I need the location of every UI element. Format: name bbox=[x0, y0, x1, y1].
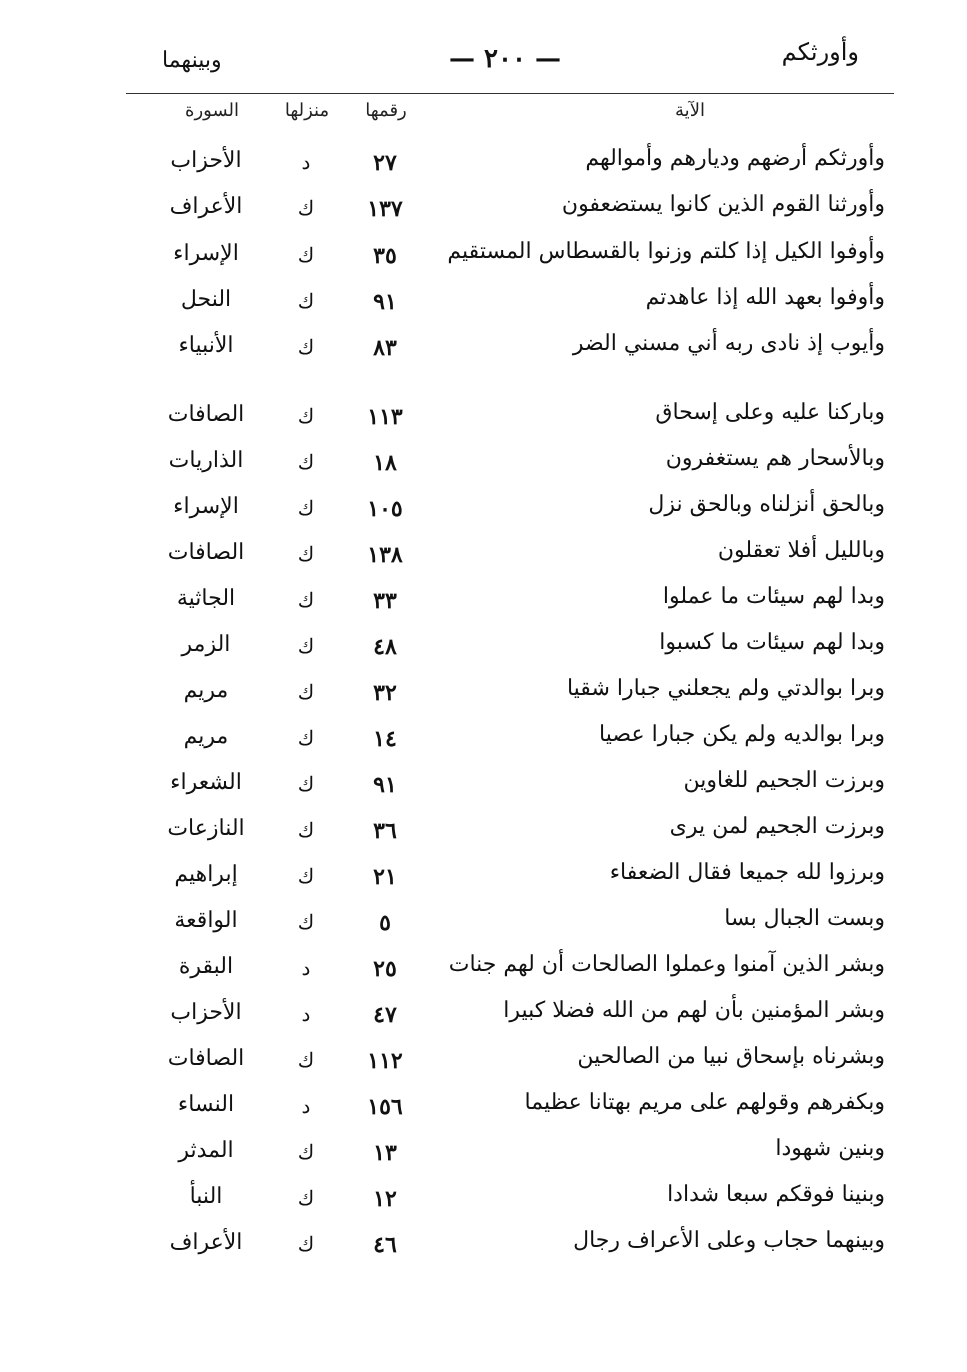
surah-name: الإسراء bbox=[173, 241, 239, 266]
surah-name: الصافات bbox=[167, 1046, 245, 1071]
verse-number: ٣٢ bbox=[373, 680, 397, 706]
verse-number: ١٣ bbox=[373, 1140, 397, 1166]
table-row bbox=[0, 1136, 967, 1180]
revelation-place: د bbox=[301, 1094, 311, 1118]
verse-number: ٤٧ bbox=[373, 1002, 397, 1028]
table-row bbox=[0, 584, 967, 628]
page-header bbox=[0, 38, 967, 78]
surah-name: الجاثية bbox=[176, 586, 236, 611]
verse-number: ٢٥ bbox=[373, 956, 397, 982]
surah-name: الزمر bbox=[181, 632, 231, 657]
surah-name: الشعراء bbox=[170, 770, 242, 795]
table-row bbox=[0, 676, 967, 720]
verse-number: ٣٣ bbox=[373, 588, 397, 614]
verse-number: ٢١ bbox=[373, 864, 397, 890]
surah-name: مريم bbox=[183, 678, 229, 703]
revelation-place: ك bbox=[297, 910, 315, 934]
surah-name: الذاريات bbox=[168, 448, 244, 473]
table-row bbox=[0, 446, 967, 490]
last-entry-label: وبينهما bbox=[162, 48, 222, 73]
column-header-revelation: منزلها bbox=[284, 100, 330, 121]
revelation-place: ك bbox=[297, 772, 315, 796]
verse-number: ١٣٨ bbox=[367, 542, 403, 568]
surah-name: الأحزاب bbox=[170, 148, 242, 173]
revelation-place: ك bbox=[297, 680, 315, 704]
table-row bbox=[0, 860, 967, 904]
surah-name: الصافات bbox=[167, 540, 245, 565]
table-row bbox=[0, 1228, 967, 1272]
column-header-number: رقمها bbox=[365, 100, 407, 121]
surah-name: الإسراء bbox=[173, 494, 239, 519]
verse-text: وبشر المؤمنين بأن لهم من الله فضلا كبيرا bbox=[503, 998, 885, 1023]
verse-text: وأورثنا القوم الذين كانوا يستضعفون bbox=[561, 192, 885, 217]
verse-text: وبرا بوالديه ولم يكن جبارا عصيا bbox=[599, 722, 885, 747]
surah-name: إبراهيم bbox=[174, 862, 238, 887]
header-rule bbox=[126, 93, 894, 94]
table-row bbox=[0, 538, 967, 582]
revelation-place: ك bbox=[297, 542, 315, 566]
revelation-place: ك bbox=[297, 496, 315, 520]
revelation-place: ك bbox=[297, 864, 315, 888]
verse-text: وباركنا عليه وعلى إسحاق bbox=[655, 400, 885, 425]
surah-name: الأنبياء bbox=[178, 333, 234, 358]
verse-text: وأيوب إذ نادى ربه أني مسني الضر bbox=[572, 331, 885, 356]
verse-text: وبدا لهم سيئات ما عملوا bbox=[662, 584, 885, 609]
verse-text: وأورثكم أرضهم وديارهم وأموالهم bbox=[585, 146, 885, 171]
verse-text: وبشر الذين آمنوا وعملوا الصالحات أن لهم جنات bbox=[448, 952, 885, 977]
table-row bbox=[0, 906, 967, 950]
table-row bbox=[0, 722, 967, 766]
verse-text: وبنينا فوقكم سبعا شدادا bbox=[667, 1182, 885, 1207]
revelation-place: ك bbox=[297, 335, 315, 359]
verse-text: وبست الجبال بسا bbox=[724, 906, 885, 931]
verse-text: وأوفوا الكيل إذا كلتم وزنوا بالقسطاس المستقيم bbox=[447, 239, 885, 264]
revelation-place: د bbox=[301, 956, 311, 980]
verse-text: وبالأسحار هم يستغفرون bbox=[665, 446, 885, 471]
table-row bbox=[0, 285, 967, 329]
revelation-place: ك bbox=[297, 726, 315, 750]
surah-name: المدثر bbox=[178, 1138, 234, 1163]
table-row bbox=[0, 146, 967, 190]
table-row bbox=[0, 239, 967, 283]
revelation-place: د bbox=[301, 150, 311, 174]
revelation-place: د bbox=[301, 1002, 311, 1026]
verse-number: ٤٦ bbox=[373, 1232, 397, 1258]
surah-name: الأعراف bbox=[169, 194, 243, 219]
surah-name: الواقعة bbox=[174, 908, 238, 933]
surah-name: الصافات bbox=[167, 402, 245, 427]
verse-number: ٩١ bbox=[373, 289, 397, 315]
verse-text: وبرزت الجحيم للغاوين bbox=[683, 768, 885, 793]
table-row bbox=[0, 998, 967, 1042]
revelation-place: ك bbox=[297, 1048, 315, 1072]
table-row bbox=[0, 1182, 967, 1226]
table-row bbox=[0, 768, 967, 812]
verse-text: وبرا بوالدتي ولم يجعلني جبارا شقيا bbox=[566, 676, 885, 701]
table-row bbox=[0, 492, 967, 536]
verse-text: وبالحق أنزلناه وبالحق نزل bbox=[648, 492, 885, 517]
verse-number: ١١٢ bbox=[367, 1048, 403, 1074]
revelation-place: ك bbox=[297, 196, 315, 220]
verse-text: وبرزوا لله جميعا فقال الضعفاء bbox=[609, 860, 885, 885]
first-entry-label: وأورثكم bbox=[781, 38, 859, 66]
table-row bbox=[0, 400, 967, 444]
revelation-place: ك bbox=[297, 289, 315, 313]
surah-name: النساء bbox=[177, 1092, 235, 1117]
table-row bbox=[0, 192, 967, 236]
verse-number: ٨٣ bbox=[373, 335, 397, 361]
column-header-surah: السورة bbox=[185, 100, 239, 121]
revelation-place: ك bbox=[297, 1232, 315, 1256]
table-row bbox=[0, 331, 967, 375]
verse-text: وبشرناه بإسحاق نبيا من الصالحين bbox=[577, 1044, 885, 1069]
verse-text: وبدا لهم سيئات ما كسبوا bbox=[659, 630, 885, 655]
revelation-place: ك bbox=[297, 243, 315, 267]
table-row bbox=[0, 952, 967, 996]
surah-name: النحل bbox=[180, 287, 232, 312]
revelation-place: ك bbox=[297, 588, 315, 612]
revelation-place: ك bbox=[297, 404, 315, 428]
verse-number: ١٥٦ bbox=[367, 1094, 403, 1120]
verse-text: وبرزت الجحيم لمن يرى bbox=[669, 814, 885, 839]
surah-name: الأعراف bbox=[169, 1230, 243, 1255]
verse-number: ٤٨ bbox=[373, 634, 397, 660]
verse-number: ٢٧ bbox=[373, 150, 397, 176]
verse-number: ٣٥ bbox=[373, 243, 397, 269]
verse-number: ١٠٥ bbox=[367, 496, 403, 522]
verse-text: وبالليل أفلا تعقلون bbox=[717, 538, 885, 563]
verse-text: وبكفرهم وقولهم على مريم بهتانا عظيما bbox=[524, 1090, 885, 1115]
table-row bbox=[0, 814, 967, 858]
verse-number: ٣٦ bbox=[373, 818, 397, 844]
table-row bbox=[0, 630, 967, 674]
surah-name: مريم bbox=[183, 724, 229, 749]
page-number: — ٢٠٠ — bbox=[448, 44, 562, 74]
surah-name: النبأ bbox=[189, 1184, 223, 1209]
verse-text: وأوفوا بعهد الله إذا عاهدتم bbox=[645, 285, 885, 310]
verse-number: ١٢ bbox=[373, 1186, 397, 1212]
revelation-place: ك bbox=[297, 818, 315, 842]
verse-number: ١٣٧ bbox=[367, 196, 403, 222]
column-header-verse: الآية bbox=[675, 100, 705, 121]
verse-number: ١٨ bbox=[373, 450, 397, 476]
revelation-place: ك bbox=[297, 1186, 315, 1210]
verse-number: ٩١ bbox=[373, 772, 397, 798]
surah-name: النازعات bbox=[167, 816, 245, 841]
verse-text: وبنين شهودا bbox=[775, 1136, 885, 1161]
verse-number: ١٤ bbox=[373, 726, 397, 752]
verse-text: وبينهما حجاب وعلى الأعراف رجال bbox=[573, 1228, 885, 1253]
revelation-place: ك bbox=[297, 450, 315, 474]
revelation-place: ك bbox=[297, 1140, 315, 1164]
table-row bbox=[0, 1090, 967, 1134]
revelation-place: ك bbox=[297, 634, 315, 658]
verse-number: ١١٣ bbox=[367, 404, 403, 430]
verse-number: ٥ bbox=[379, 910, 391, 936]
surah-name: البقرة bbox=[178, 954, 234, 979]
table-row bbox=[0, 1044, 967, 1088]
surah-name: الأحزاب bbox=[170, 1000, 242, 1025]
